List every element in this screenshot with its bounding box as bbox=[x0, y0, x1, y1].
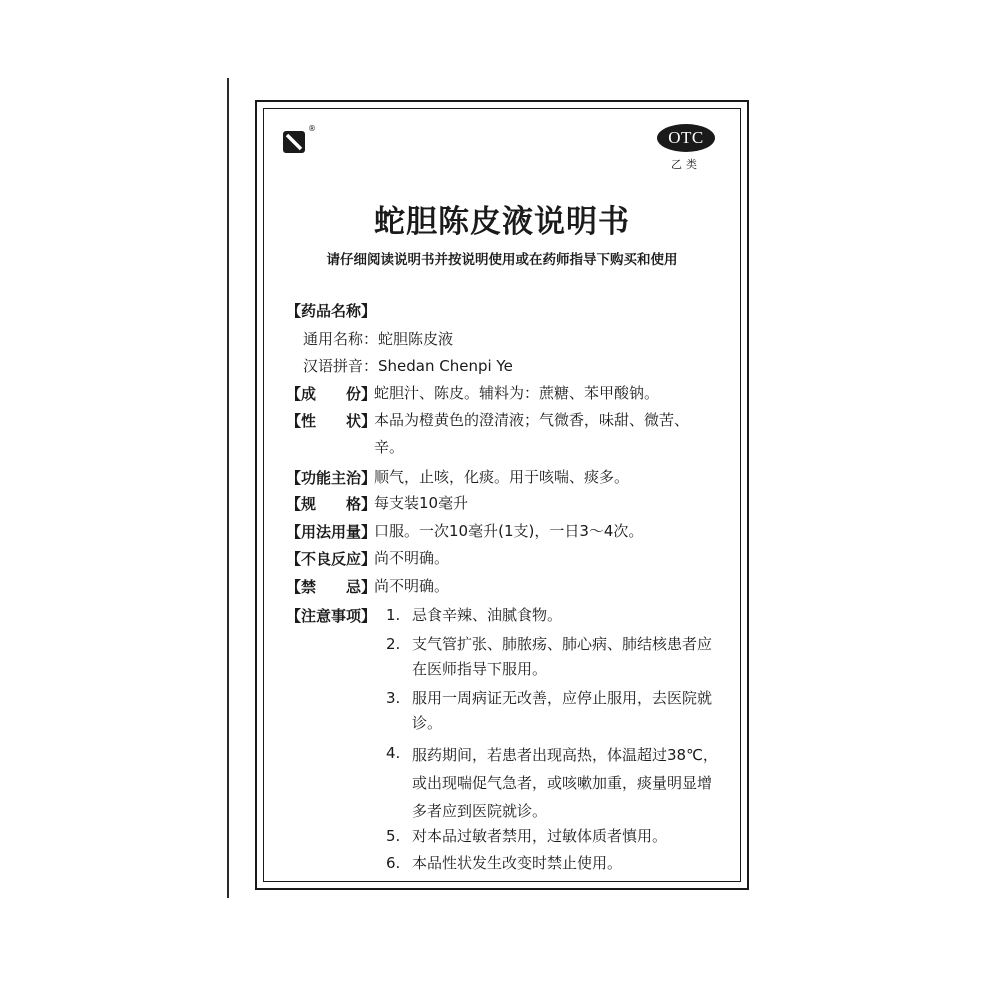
adverse-value: 尚不明确。 bbox=[374, 549, 450, 567]
page-edge-line bbox=[227, 78, 229, 898]
pinyin-row bbox=[303, 356, 513, 376]
appearance-label: 【性 状】 bbox=[286, 412, 377, 430]
adverse-label: 【不良反应】 bbox=[286, 550, 377, 568]
specification-value: 每支装10毫升 bbox=[374, 494, 469, 512]
document-title: 蛇胆陈皮液说明书 bbox=[374, 204, 630, 240]
indications-label: 【功能主治】 bbox=[286, 469, 377, 487]
drug-name-heading: 【药品名称】 bbox=[286, 302, 377, 320]
contraindications-value: 尚不明确。 bbox=[374, 577, 450, 595]
generic-name-label: 通用名称： bbox=[303, 330, 379, 348]
pinyin-label: 汉语拼音： bbox=[303, 357, 379, 375]
dosage-label: 【用法用量】 bbox=[286, 523, 377, 541]
specification-label: 【规 格】 bbox=[286, 495, 377, 513]
pinyin-value: Shedan Chenpi Ye bbox=[378, 357, 513, 375]
contraindications-label: 【禁 忌】 bbox=[286, 578, 377, 596]
generic-name-value: 蛇胆陈皮液 bbox=[378, 330, 454, 348]
dosage-value: 口服。一次10毫升(1支)，一日3～4次。 bbox=[374, 522, 644, 540]
indications-value: 顺气，止咳，化痰。用于咳喘、痰多。 bbox=[374, 468, 630, 486]
document-subtitle: 请仔细阅读说明书并按说明使用或在药师指导下购买和使用 bbox=[326, 252, 678, 268]
ingredients-value: 蛇胆汁、陈皮。辅料为：蔗糖、苯甲酸钠。 bbox=[374, 384, 660, 402]
otc-class-label: 乙类 bbox=[671, 158, 701, 171]
generic-name-row bbox=[303, 329, 453, 349]
registered-mark: ® bbox=[308, 124, 316, 133]
precautions-label: 【注意事项】 bbox=[286, 607, 377, 625]
ingredients-label: 【成 份】 bbox=[286, 385, 377, 403]
otc-badge: OTC bbox=[657, 124, 715, 152]
brand-logo-icon bbox=[282, 130, 306, 154]
appearance-value: 本品为橙黄色的澄清液；气微香，味甜、微苦、辛。 bbox=[374, 411, 690, 456]
